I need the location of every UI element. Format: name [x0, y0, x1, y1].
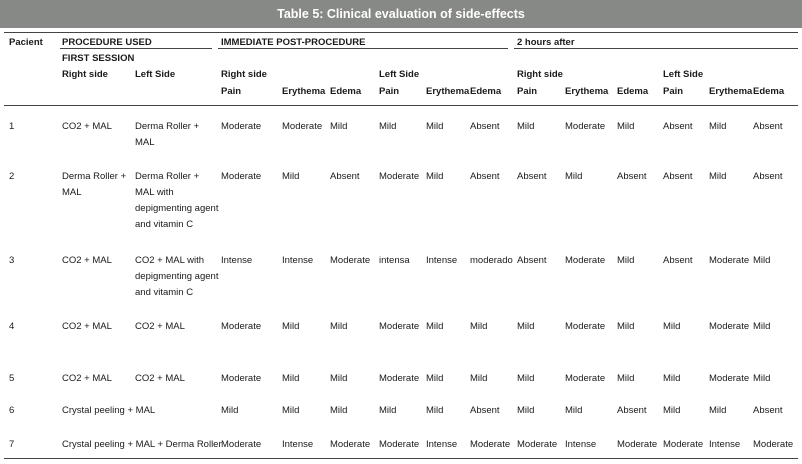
immediate-underline — [218, 48, 508, 49]
row-value-cell: Moderate — [330, 255, 371, 266]
row-value-cell: Mild — [565, 405, 583, 416]
row-value-cell: Mild — [517, 373, 535, 384]
sub-column-label: Edema — [753, 86, 785, 97]
row-value-cell: Absent — [753, 405, 783, 416]
row-value-cell: Absent — [330, 171, 360, 182]
row-value-cell: Absent — [663, 121, 693, 132]
sub-column-label: Edema — [470, 86, 502, 97]
row-value-cell: Absent — [663, 171, 693, 182]
row-value-cell: Mild — [330, 321, 348, 332]
header-right-side-2h: Right side — [517, 69, 563, 80]
row-value-cell: Mild — [221, 405, 239, 416]
row-value-cell: Absent — [753, 121, 783, 132]
row-value-cell: Moderate — [753, 439, 794, 450]
row-value-cell: Mild — [663, 321, 681, 332]
row-value-cell: Mild — [753, 321, 771, 332]
row-value-cell: Moderate — [282, 121, 323, 132]
row-value-cell: Absent — [617, 405, 647, 416]
row-value-cell: Moderate — [221, 439, 262, 450]
row-right-procedure: Crystal peeling + MAL + Derma Roller — [62, 439, 222, 450]
row-value-cell: intensa — [379, 255, 410, 266]
row-value-cell: Mild — [517, 321, 535, 332]
row-value-cell: Moderate — [379, 171, 420, 182]
header-right-side-procedure: Right side — [62, 69, 108, 80]
sub-column-label: Pain — [663, 86, 684, 97]
row-value-cell: Moderate — [565, 321, 606, 332]
row-left-procedure: Derma Roller + MAL with depigmenting agent and vitamin C — [135, 171, 219, 230]
row-value-cell: Mild — [330, 373, 348, 384]
row-pacient-id: 4 — [9, 321, 15, 332]
row-value-cell: Mild — [426, 171, 444, 182]
row-value-cell: Absent — [470, 121, 500, 132]
sub-column-label: Erythema — [709, 86, 753, 97]
sub-column-label: Erythema — [282, 86, 326, 97]
row-value-cell: Mild — [330, 405, 348, 416]
row-value-cell: Absent — [753, 171, 783, 182]
row-right-procedure: CO2 + MAL — [62, 321, 112, 332]
row-left-procedure: CO2 + MAL — [135, 321, 185, 332]
row-value-cell: Mild — [426, 405, 444, 416]
row-value-cell: Mild — [470, 373, 488, 384]
header-first-session: FIRST SESSION — [62, 53, 135, 64]
row-value-cell: moderado — [470, 255, 513, 266]
row-value-cell: Moderate — [565, 255, 606, 266]
header-pacient: Pacient — [9, 37, 43, 48]
sub-column-label: Pain — [379, 86, 400, 97]
sub-column-label: Pain — [221, 86, 242, 97]
row-right-procedure: Crystal peeling + MAL — [62, 405, 156, 416]
sub-column-label: Edema — [330, 86, 362, 97]
row-left-procedure: CO2 + MAL with depigmenting agent and vitamin C — [135, 255, 219, 298]
row-value-cell: Mild — [617, 255, 635, 266]
table-bottom-rule — [4, 458, 798, 459]
row-value-cell: Mild — [379, 121, 397, 132]
row-value-cell: Intense — [221, 255, 253, 266]
row-value-cell: Moderate — [709, 255, 750, 266]
sub-column-label: Pain — [517, 86, 538, 97]
row-value-cell: Mild — [709, 171, 727, 182]
header-bottom-rule — [4, 105, 798, 106]
header-immediate-post: IMMEDIATE POST-PROCEDURE — [221, 37, 366, 48]
row-left-procedure: Derma Roller + MAL — [135, 121, 200, 148]
row-value-cell: Moderate — [709, 373, 750, 384]
row-value-cell: Mild — [330, 121, 348, 132]
row-value-cell: Moderate — [330, 439, 371, 450]
row-value-cell: Moderate — [221, 121, 262, 132]
row-value-cell: Moderate — [565, 373, 606, 384]
row-value-cell: Mild — [282, 373, 300, 384]
row-value-cell: Intense — [282, 255, 314, 266]
header-left-side-immediate: Left Side — [379, 69, 420, 80]
row-pacient-id: 3 — [9, 255, 15, 266]
row-value-cell: Mild — [470, 321, 488, 332]
header-right-side-immediate: Right side — [221, 69, 267, 80]
row-value-cell: Absent — [517, 255, 547, 266]
row-value-cell: Absent — [470, 405, 500, 416]
row-value-cell: Moderate — [709, 321, 750, 332]
row-value-cell: Mild — [517, 405, 535, 416]
row-pacient-id: 1 — [9, 121, 15, 132]
row-value-cell: Moderate — [379, 439, 420, 450]
row-value-cell: Moderate — [221, 171, 262, 182]
row-value-cell: Intense — [426, 255, 458, 266]
procedure-underline — [60, 48, 212, 49]
row-value-cell: Mild — [426, 321, 444, 332]
row-value-cell: Absent — [663, 255, 693, 266]
header-procedure-used: PROCEDURE USED — [62, 37, 152, 48]
row-value-cell: Mild — [617, 121, 635, 132]
row-value-cell: Mild — [282, 405, 300, 416]
row-value-cell: Absent — [517, 171, 547, 182]
row-value-cell: Moderate — [379, 373, 420, 384]
sub-column-label: Edema — [617, 86, 649, 97]
header-left-side-2h: Left Side — [663, 69, 704, 80]
row-value-cell: Mild — [282, 321, 300, 332]
row-pacient-id: 2 — [9, 171, 15, 182]
row-right-procedure: CO2 + MAL — [62, 255, 112, 266]
row-value-cell: Mild — [663, 405, 681, 416]
row-value-cell: Mild — [426, 373, 444, 384]
row-value-cell: Moderate — [565, 121, 606, 132]
row-left-procedure: CO2 + MAL — [135, 373, 185, 384]
row-value-cell: Moderate — [617, 439, 658, 450]
row-value-cell: Intense — [709, 439, 741, 450]
row-value-cell: Mild — [617, 373, 635, 384]
header-two-hours: 2 hours after — [517, 37, 575, 48]
row-value-cell: Mild — [753, 373, 771, 384]
two-hours-underline — [514, 48, 798, 49]
row-value-cell: Mild — [753, 255, 771, 266]
row-right-procedure: CO2 + MAL — [62, 373, 112, 384]
row-value-cell: Mild — [379, 405, 397, 416]
table-title: Table 5: Clinical evaluation of side-effects — [0, 0, 802, 28]
row-value-cell: Moderate — [517, 439, 558, 450]
row-value-cell: Mild — [663, 373, 681, 384]
row-pacient-id: 6 — [9, 405, 15, 416]
row-value-cell: Absent — [617, 171, 647, 182]
row-value-cell: Mild — [709, 121, 727, 132]
row-value-cell: Absent — [470, 171, 500, 182]
row-right-procedure: Derma Roller + MAL — [62, 171, 127, 198]
row-value-cell: Moderate — [663, 439, 704, 450]
row-value-cell: Mild — [517, 121, 535, 132]
row-pacient-id: 7 — [9, 439, 15, 450]
row-value-cell: Moderate — [470, 439, 511, 450]
sub-column-label: Erythema — [426, 86, 470, 97]
row-value-cell: Mild — [565, 171, 583, 182]
sub-column-label: Erythema — [565, 86, 609, 97]
row-value-cell: Intense — [565, 439, 597, 450]
row-value-cell: Mild — [709, 405, 727, 416]
row-right-procedure: CO2 + MAL — [62, 121, 112, 132]
row-value-cell: Moderate — [379, 321, 420, 332]
row-value-cell: Intense — [282, 439, 314, 450]
header-top-rule — [4, 32, 798, 33]
row-value-cell: Moderate — [221, 373, 262, 384]
row-value-cell: Mild — [617, 321, 635, 332]
row-pacient-id: 5 — [9, 373, 15, 384]
row-value-cell: Mild — [282, 171, 300, 182]
header-left-side-procedure: Left Side — [135, 69, 176, 80]
row-value-cell: Intense — [426, 439, 458, 450]
row-value-cell: Moderate — [221, 321, 262, 332]
row-value-cell: Mild — [426, 121, 444, 132]
